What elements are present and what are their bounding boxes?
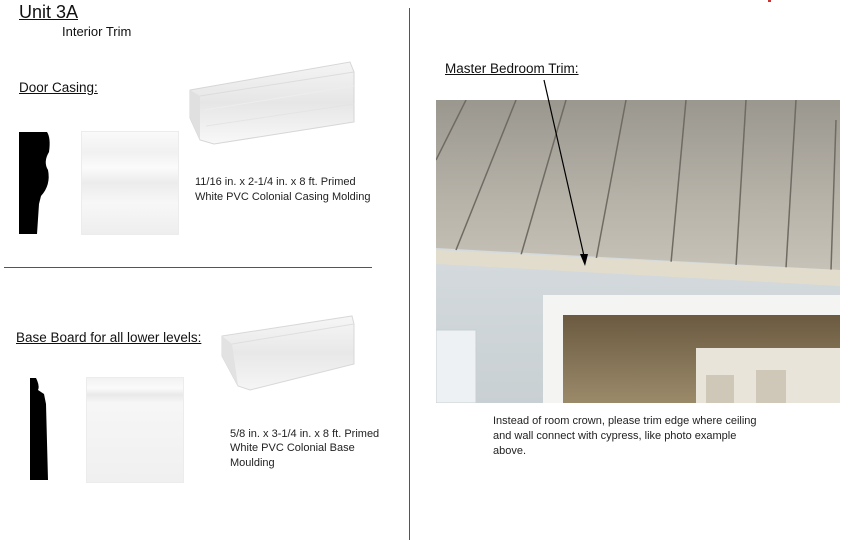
base-molding-image xyxy=(220,312,356,394)
base-sample-swatch xyxy=(86,377,184,483)
page-title: Unit 3A xyxy=(19,2,79,22)
base-profile-image xyxy=(28,376,50,482)
casing-description-line1: 11/16 in. x 2-1/4 in. x 8 ft. Primed xyxy=(195,176,356,188)
base-board-heading: Base Board for all lower levels: xyxy=(16,330,202,345)
door-casing-heading: Door Casing: xyxy=(19,80,98,95)
master-bedroom-heading: Master Bedroom Trim: xyxy=(445,61,579,76)
corner-mark xyxy=(768,0,771,2)
casing-profile-image xyxy=(17,130,53,236)
casing-description-line2: White PVC Colonial Casing Molding xyxy=(195,191,371,203)
casing-sample-swatch xyxy=(81,131,179,235)
bedroom-note-line3: above. xyxy=(493,445,527,457)
bedroom-trim-photo xyxy=(436,100,840,403)
arrow-icon xyxy=(540,78,590,268)
horizontal-divider xyxy=(4,267,372,268)
vertical-divider xyxy=(409,8,410,540)
bedroom-note-line1: Instead of room crown, please trim edge where ceiling xyxy=(493,415,757,427)
casing-molding-image xyxy=(186,60,356,148)
base-description-line2: White PVC Colonial Base xyxy=(230,442,355,454)
base-description-line1: 5/8 in. x 3-1/4 in. x 8 ft. Primed xyxy=(230,428,380,440)
page-subtitle: Interior Trim xyxy=(62,24,132,39)
bedroom-note-line2: and wall connect with cypress, like photo example xyxy=(493,430,737,442)
base-description-line3: Moulding xyxy=(230,457,275,469)
